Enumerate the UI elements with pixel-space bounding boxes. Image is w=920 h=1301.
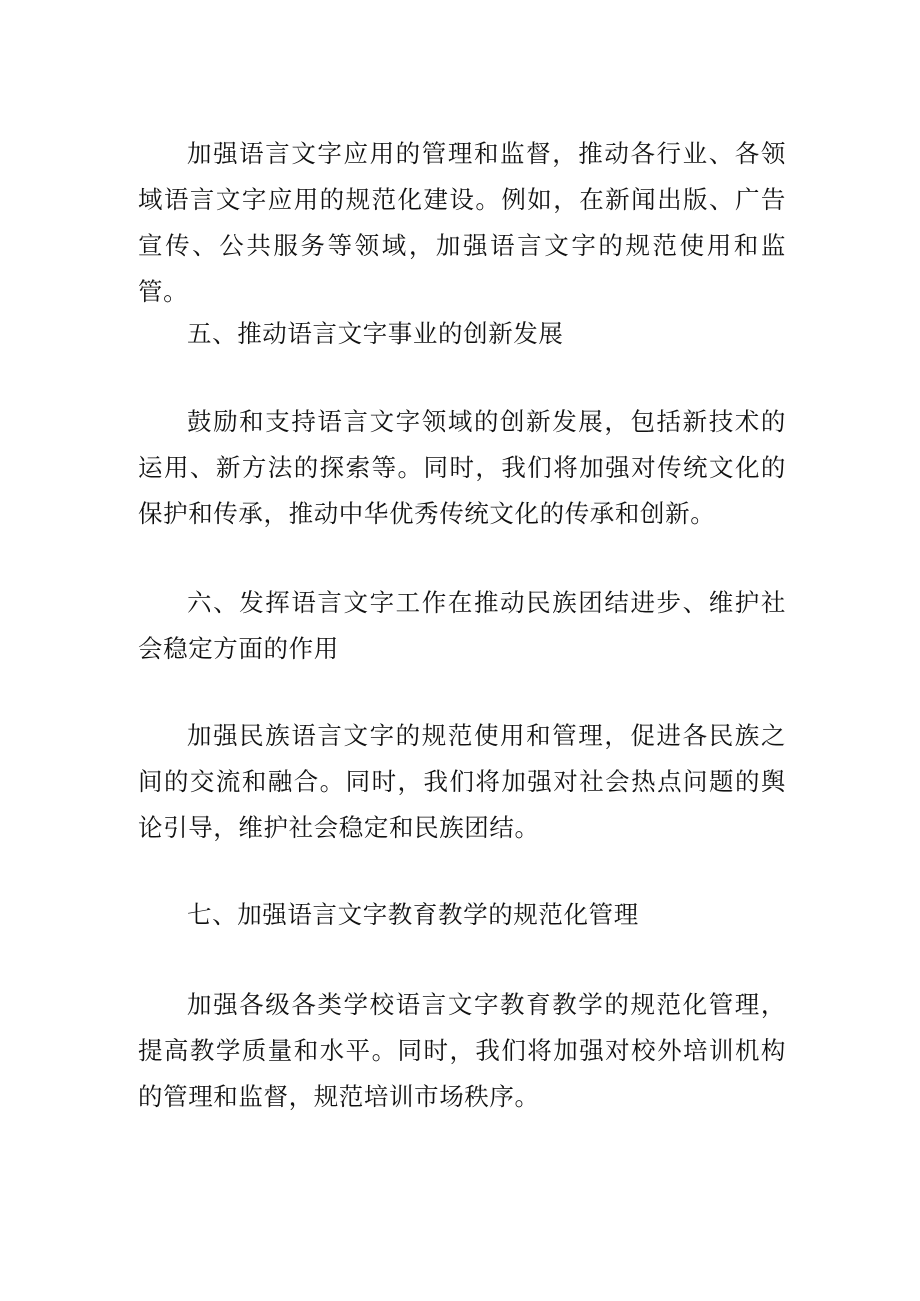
body-paragraph: 加强民族语言文字的规范使用和管理，促进各民族之间的交流和融合。同时，我们将加强对社会热点问题的舆论引导，维护社会稳定和民族团结。 [138, 721, 786, 842]
body-paragraph: 加强各级各类学校语言文字教育教学的规范化管理，提高教学质量和水平。同时，我们将加强对校外培训机构的管理和监督，规范培训市场秩序。 [138, 990, 786, 1111]
section-heading: 七、加强语言文字教育教学的规范化管理 [187, 900, 639, 929]
section-heading: 五、推动语言文字事业的创新发展 [187, 319, 564, 348]
section-heading: 六、发挥语言文字工作在推动民族团结进步、维护社会稳定方面的作用 [138, 588, 786, 663]
body-paragraph: 鼓励和支持语言文字领域的创新发展，包括新技术的运用、新方法的探索等。同时，我们将加强对传统文化的保护和传承，推动中华优秀传统文化的传承和创新。 [138, 407, 786, 528]
body-paragraph: 加强语言文字应用的管理和监督，推动各行业、各领域语言文字应用的规范化建设。例如，在新闻出版、广告宣传、公共服务等领域，加强语言文字的规范使用和监管。 [138, 139, 786, 306]
